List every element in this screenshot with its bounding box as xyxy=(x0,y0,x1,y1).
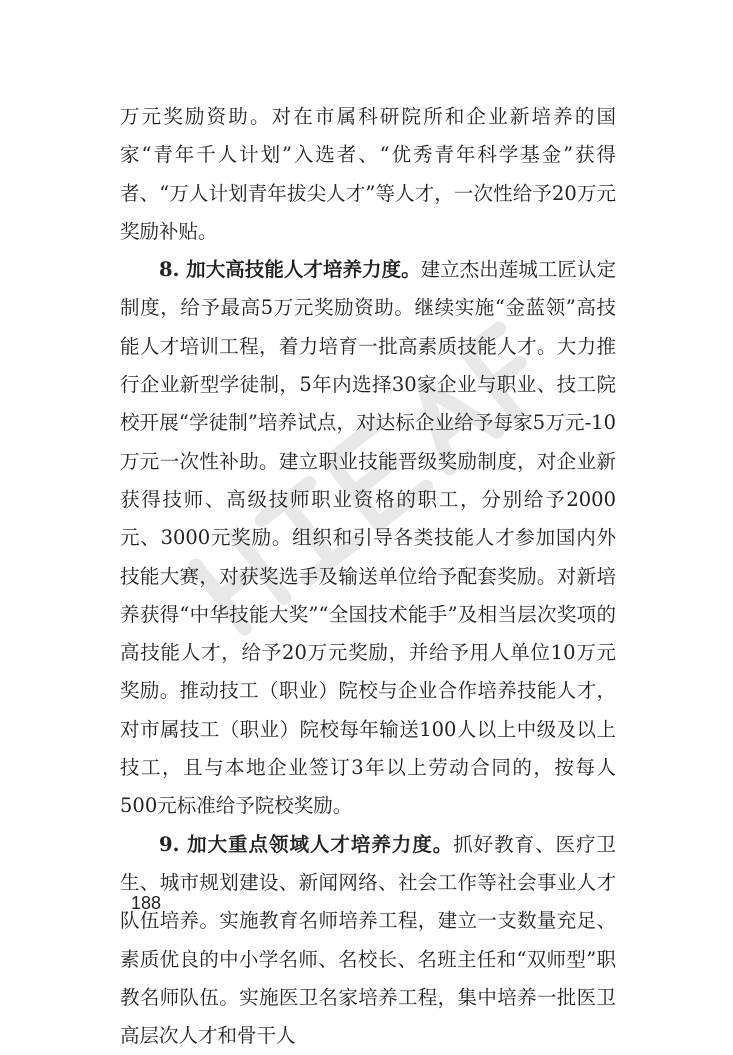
body-text xyxy=(120,98,616,1055)
paragraph-heading: 8. 加大高技能人才培养力度。 xyxy=(159,258,421,282)
paragraph-continued xyxy=(120,98,616,251)
paragraph-text: 抓好教育、医疗卫生、城市规划建设、新闻网络、社会工作等社会事业人才队伍培养。实施教育名师培养工程，建立一支数量充足、素质优良的中小学名师、名校长、名班主任和“双师型”职教名师队伍。实施医卫名家培养工程，集中培养一批医卫高层次人才和骨干人 xyxy=(120,832,616,1048)
paragraph-item-9 xyxy=(120,826,616,1055)
paragraph-text: 万元奖励资助。对在市属科研院所和企业新培养的国家“青年千人计划”入选者、“优秀青年科学基金”获得者、“万人计划青年拔尖人才”等人才，一次性给予20万元奖励补贴。 xyxy=(120,105,616,243)
paragraph-item-8 xyxy=(120,251,616,825)
page-number: 188 xyxy=(131,893,162,913)
paragraph-text: 建立杰出莲城工匠认定制度，给予最高5万元奖励资助。继续实施“金蓝领”高技能人才培训工程，着力培育一批高素质技能人才。大力推行企业新型学徒制，5年内选择30家企业与职业、技工院校开展“学徒制”培养试点，对达标企业给予每家5万元-10万元一次性补助。建立职业技能晋级奖励制度，对企业新获得技师、高级技师职业资格的职工，分别给予2000元、3000元奖励。组织和引导各类技能人才参加国内外技能大赛，对获奖选手及输送单位给予配套奖励。对新培养获得“中华技能大奖”“全国技术能手”及相当层次奖项的高技能人才，给予20万元奖励，并给予用人单位10万元奖励。推动技工（职业）院校与企业合作培养技能人才，对市属技工（职业）院校每年输送100人以上中级及以上技工，且与本地企业签订3年以上劳动合同的，按每人500元标准给予院校奖励。 xyxy=(120,258,616,818)
paragraph-heading: 9. 加大重点领域人才培养力度。 xyxy=(159,832,454,856)
